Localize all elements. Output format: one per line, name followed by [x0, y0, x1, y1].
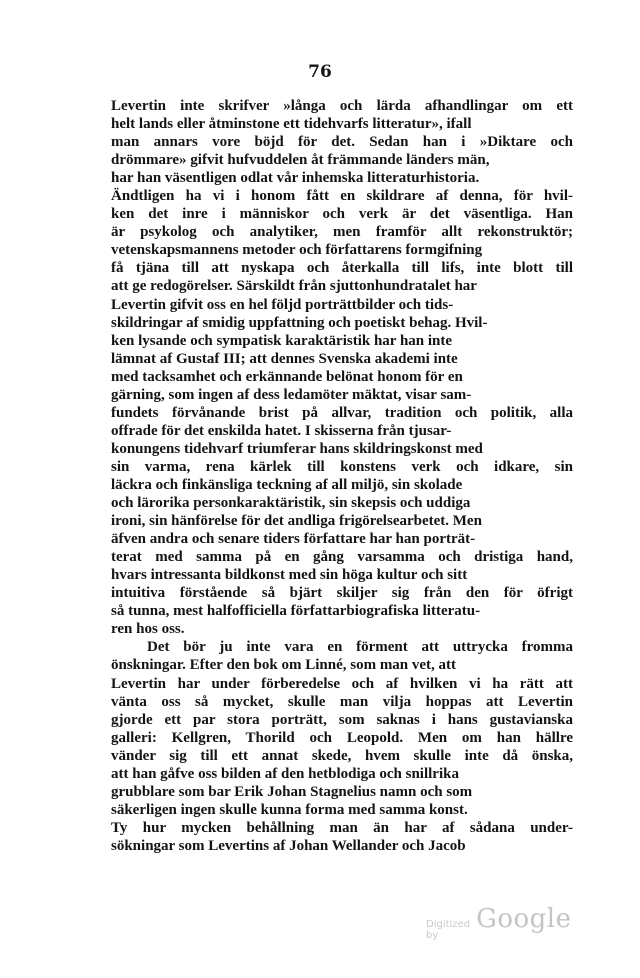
text-line: har han väsentligen odlat vår inhemska litteraturhistoria.: [111, 170, 480, 187]
text-line: terat med samma på en gång varsamma och dristiga hand,: [111, 549, 573, 566]
text-line: ken lysande och sympatisk karaktäristik har han inte: [111, 332, 453, 349]
text-line: ren hos oss.: [111, 621, 185, 638]
text-line: Levertin gifvit oss en hel följd porträttbilder och tids-: [111, 296, 454, 313]
text-line: gärning, som ingen af dess ledamöter mäktat, visar sam-: [111, 386, 472, 403]
text-line: och lärorika personkaraktäristik, sin skepsis och uddiga: [111, 495, 471, 512]
page-number: 76: [308, 62, 332, 82]
text-line: gjorde ett par stora porträtt, som saknas i hans gustavianska: [111, 711, 573, 728]
text-line: läckra och finkänsliga teckning af all miljö, sin skolade: [111, 476, 463, 493]
text-line: med tacksamhet och erkännande belönat honom för en: [111, 368, 463, 385]
text-line: konungens tidehvarf triumferar hans skildringskonst med: [111, 440, 483, 457]
text-line: säkerligen ingen skulle kunna forma med samma konst.: [111, 801, 468, 818]
text-line: skildringar af smidig uppfattning och poetiskt behag. Hvil-: [111, 314, 488, 331]
text-line: lämnat af Gustaf III; att dennes Svenska akademi inte: [111, 350, 458, 367]
text-line: är psykolog och analytiker, men framför allt rekonstruktör;: [111, 224, 573, 241]
text-line: sin varma, rena kärlek till konstens verk och idkare, sin: [111, 458, 573, 475]
text-line: Ändtligen ha vi i honom fått en skildrare af denna, för hvil-: [111, 188, 573, 205]
text-line: ken det inre i människor och verk är det väsentliga. Han: [111, 206, 573, 223]
text-line: drömmare» gifvit hufvuddelen åt främmande länders män,: [111, 152, 490, 169]
text-line: helt lands eller åtminstone ett tidehvarfs litteratur», ifall: [111, 116, 472, 133]
digitized-by-google-watermark: [426, 904, 572, 941]
watermark-logo-text: Google: [476, 904, 572, 934]
body-text: [111, 97, 573, 855]
text-line: Det bör ju inte vara en förment att uttrycka fromma: [147, 639, 573, 656]
text-line: grubblare som bar Erik Johan Stagnelius namn och som: [111, 783, 473, 800]
text-line: att han gåfve oss bilden af den hetblodiga och snillrika: [111, 765, 459, 782]
text-line: offrade för det enskilda hatet. I skisserna från tjusar-: [111, 422, 452, 439]
text-line: få tjäna till att nyskapa och återkalla till lifs, inte blott till: [111, 260, 573, 277]
text-line: man annars vore böjd för det. Sedan han i »Diktare och: [111, 134, 573, 151]
text-line: vetenskapsmannens metoder och författarens formgifning: [111, 242, 483, 259]
text-line: fundets förvånande brist på allvar, tradition och politik, alla: [111, 404, 573, 421]
text-line: vänder sig till ett annat skede, hvem skulle inte då önska,: [111, 747, 573, 764]
text-line: intuitiva förstående så bjärt skiljer sig från den för öfrigt: [111, 585, 573, 602]
text-line: hvars intressanta bildkonst med sin höga kultur och sitt: [111, 567, 468, 584]
watermark-small-text: Digitized by: [426, 919, 471, 941]
text-line: äfven andra och senare tiders författare har han porträt-: [111, 531, 476, 548]
text-line: önskningar. Efter den bok om Linné, som man vet, att: [111, 657, 457, 674]
text-line: Levertin inte skrifver »långa och lärda afhandlingar om ett: [111, 98, 573, 114]
text-line: sökningar som Levertins af Johan Wellander och Jacob: [111, 837, 466, 854]
text-line: att ge redogörelser. Särskildt från sjuttonhundratalet har: [111, 278, 477, 295]
text-line: Ty hur mycken behållning man än har af sådana under-: [111, 819, 573, 836]
text-line: ironi, sin hänförelse för det andliga frigörelsearbetet. Men: [111, 513, 482, 530]
text-line: Levertin har under förberedelse och af hvilken vi ha rätt att: [111, 675, 573, 692]
text-line: så tunna, mest halfofficiella författarbiografiska litteratu-: [111, 603, 481, 620]
text-line: galleri: Kellgren, Thorild och Leopold. Men om han hällre: [111, 729, 573, 746]
text-line: vänta oss så mycket, skulle man vilja hoppas att Levertin: [111, 693, 573, 710]
